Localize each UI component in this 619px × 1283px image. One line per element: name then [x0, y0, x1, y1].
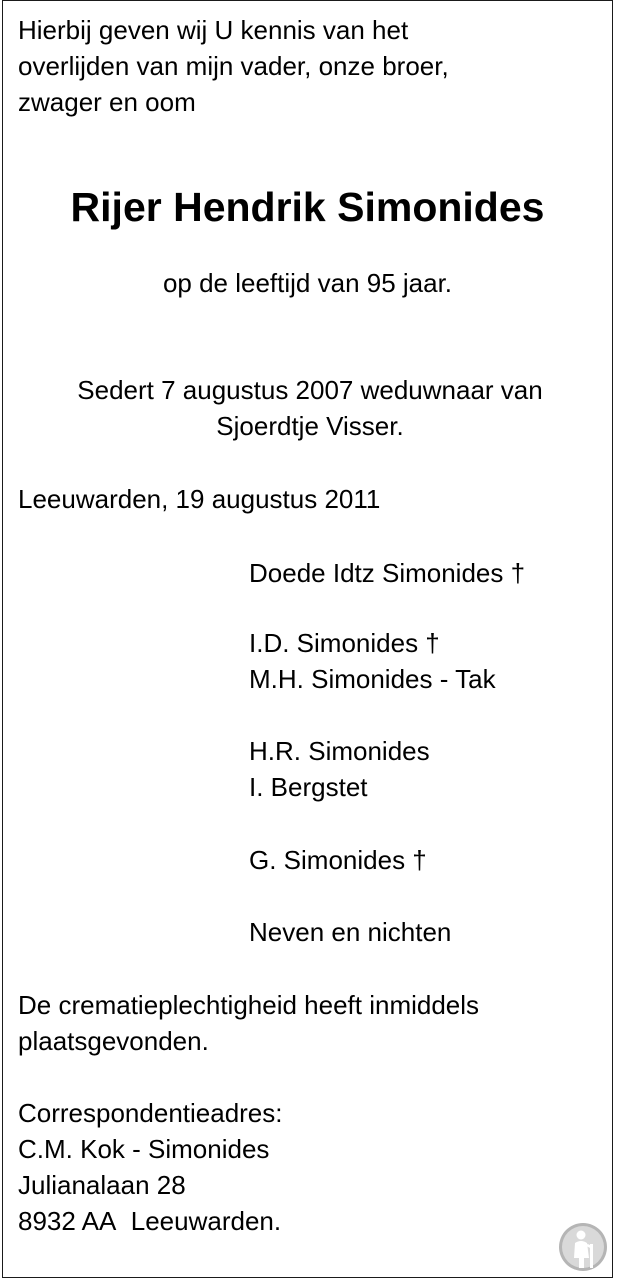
family-member: Neven en nichten [249, 917, 452, 947]
mourning-figure-icon [558, 1222, 608, 1272]
family-member: G. Simonides † [249, 845, 427, 875]
intro-line: overlijden van mijn vader, onze broer, [18, 51, 449, 81]
widower-line: Sedert 7 augustus 2007 weduwnaar van [77, 375, 543, 405]
cremation-text [18, 987, 479, 1059]
address-line: Julianalaan 28 [18, 1170, 186, 1200]
family-member: I.D. Simonides † [249, 628, 440, 658]
intro-line: zwager en oom [18, 87, 196, 117]
widower-text [0, 372, 619, 444]
family-member: H.R. Simonides [249, 736, 430, 766]
age-line: op de leeftijd van 95 jaar. [162, 268, 453, 298]
intro-line: Hierbij geven wij U kennis van het [18, 15, 409, 45]
intro-text [18, 12, 598, 120]
widower-line: Sjoerdtje Visser. [216, 411, 404, 441]
correspondence-address [18, 1095, 283, 1239]
address-line: C.M. Kok - Simonides [18, 1134, 270, 1164]
family-member: I. Bergstet [249, 772, 368, 802]
place-date: Leeuwarden, 19 augustus 2011 [18, 484, 381, 514]
deceased-name: Rijer Hendrik Simonides [70, 184, 545, 230]
family-member: M.H. Simonides - Tak [249, 664, 496, 694]
cremation-line: plaatsgevonden. [18, 1026, 209, 1056]
cremation-line: De crematieplechtigheid heeft inmiddels [18, 990, 480, 1020]
family-member: Doede Idtz Simonides † [249, 558, 526, 588]
address-line: Correspondentieadres: [18, 1098, 283, 1128]
address-line: 8932 AA Leeuwarden. [18, 1206, 282, 1236]
